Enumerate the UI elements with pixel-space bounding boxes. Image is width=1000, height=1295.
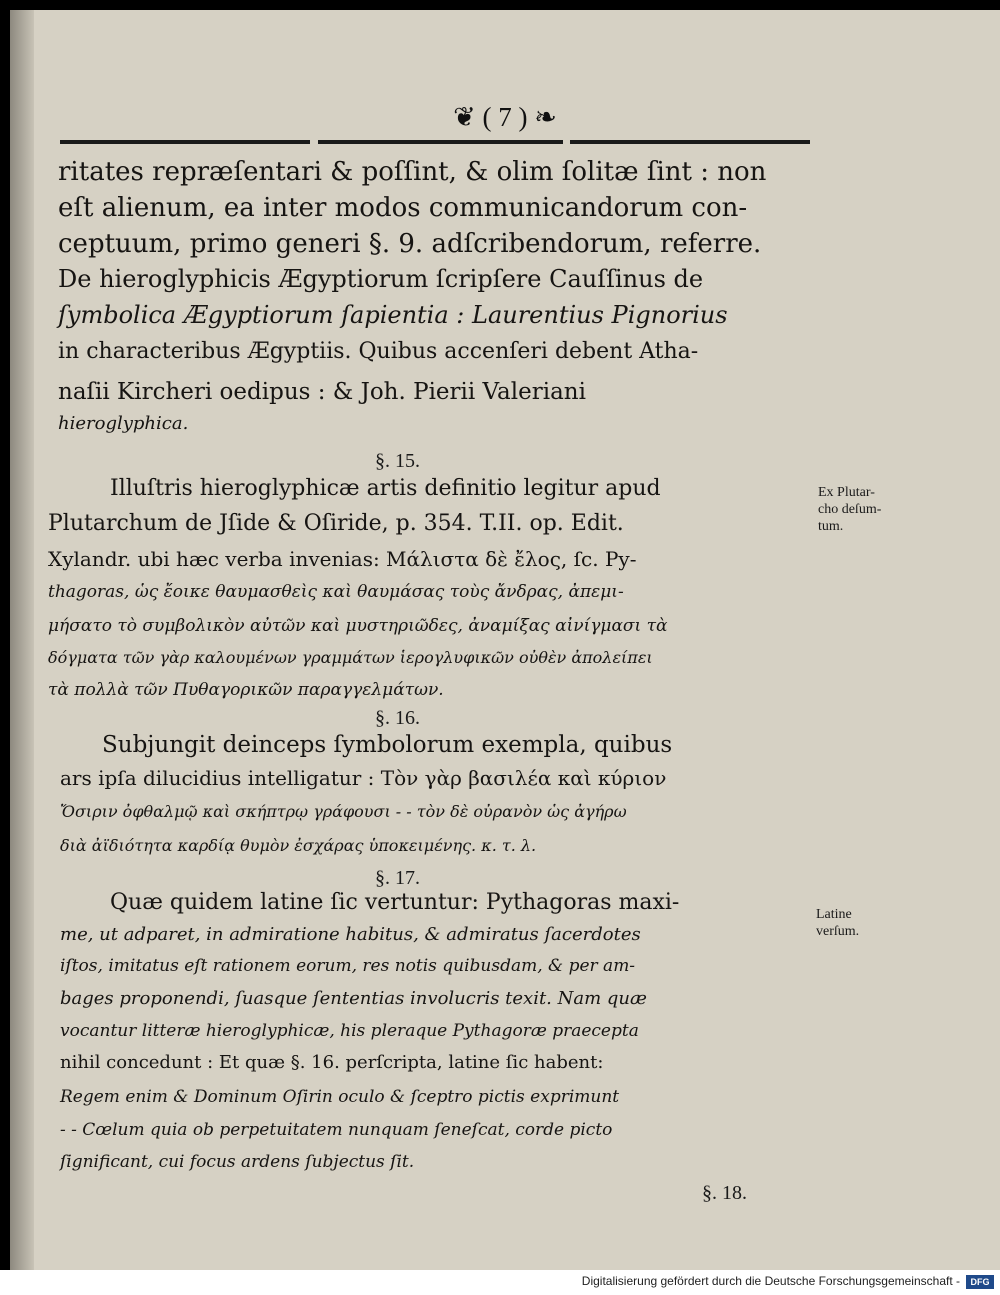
text-line: ſignificant, cui focus ardens ſubjectus ſit. (60, 1152, 415, 1172)
text-line: ars ipſa dilucidius intelligatur : Τὸν γὰρ βασιλέα καὶ κύριον (60, 766, 667, 790)
text-line: hieroglyphica. (58, 413, 189, 434)
text-line: De hieroglyphicis Ægyptiorum ſcripſere Cauſſinus de (58, 265, 704, 293)
text-line: μήσατο τὸ συμβολικὸν αὐτῶν καὶ μυστηριῶδες, ἀναμίξας αἰνίγμασι τὰ (48, 616, 668, 636)
text-line: - - Cœlum quia ob perpetuitatem nunquam ſeneſcat, corde picto (60, 1120, 613, 1140)
section-number: §. 15. (375, 450, 420, 472)
text-line: ſymbolica Ægyptiorum ſapientia : Laurentius Pignorius (58, 301, 728, 329)
text-line: τὰ πολλὰ τῶν Πυθαγορικῶν παραγγελμάτων. (48, 680, 444, 700)
catchword: §. 18. (702, 1182, 747, 1204)
text-line: Regem enim & Dominum Oſirin oculo & ſceptro pictis exprimunt (60, 1087, 620, 1107)
text-line: Plutarchum de Jſide & Oſiride, p. 354. T.II. op. Edit. (48, 511, 624, 536)
text-line: ritates repræſentari & poſſint, & olim ſolitæ ſint : non (58, 157, 767, 187)
text-line: Illuſtris hieroglyphicæ artis definitio legitur apud (110, 476, 661, 501)
section-number: §. 16. (375, 707, 420, 729)
text-line: nihil concedunt : Et quæ §. 16. perſcripta, latine ſic habent: (60, 1052, 604, 1073)
text-line: in characteribus Ægyptiis. Quibus accenſeri debent Atha- (58, 339, 699, 364)
text-line: Subjungit deinceps ſymbolorum exempla, quibus (102, 732, 673, 758)
text-line: thagoras, ὡς ἔοικε θαυμασθεὶς καὶ θαυμάσας τοὺς ἄνδρας, ἀπεμι- (48, 582, 624, 602)
footer-bar (0, 1270, 1000, 1295)
text-line: naſii Kircheri oedipus : & Joh. Pierii Valeriani (58, 379, 586, 405)
header-rule-middle (318, 140, 563, 144)
margin-note: Ex Plutar- cho deſum- tum. (818, 485, 882, 534)
text-line: iſtos, imitatus eſt rationem eorum, res notis quibusdam, & per am- (60, 956, 636, 976)
text-line: eſt alienum, ea inter modos communicandorum con- (58, 193, 748, 223)
section-number: §. 17. (375, 867, 420, 889)
page-header: ❦ ( 7 ) ❧ (453, 102, 557, 132)
header-rule-right (570, 140, 810, 144)
dfg-logo: DFG (966, 1275, 994, 1289)
book-page (10, 10, 1000, 1270)
text-line: Xylandr. ubi hæc verba invenias: Μάλιστα δὲ ἔλος, ſc. Py- (48, 547, 637, 571)
text-line: Ὄσιριν ὀφθαλμῷ καὶ σκήπτρῳ γράφουσι - - τὸν δὲ οὐρανὸν ὡς ἀγήρω (60, 802, 627, 821)
text-line: διὰ ἀϊδιότητα καρδίᾳ θυμὸν ἐσχάρας ὑποκειμένης. κ. τ. λ. (60, 836, 537, 855)
text-line: vocantur litteræ hieroglyphicæ, his pleraque Pythagoræ praecepta (60, 1021, 639, 1041)
text-line: Quæ quidem latine ſic vertuntur: Pythagoras maxi- (110, 890, 680, 915)
margin-note: Latine verſum. (816, 907, 860, 939)
text-line: δόγματα τῶν γὰρ καλουμένων γραμμάτων ἱερογλυφικῶν οὐθὲν ἀπολείπει (48, 648, 653, 667)
funding-notice: Digitalisierung gefördert durch die Deutsche Forschungsgemeinschaft - (581, 1274, 960, 1288)
text-line: ceptuum, primo generi §. 9. adſcribendorum, referre. (58, 229, 762, 259)
header-rule-left (60, 140, 310, 144)
text-line: bages proponendi, ſuasque ſententias involucris texit. Nam quæ (60, 988, 647, 1009)
text-line: me, ut adparet, in admiratione habitus, & admiratus ſacerdotes (60, 924, 641, 945)
